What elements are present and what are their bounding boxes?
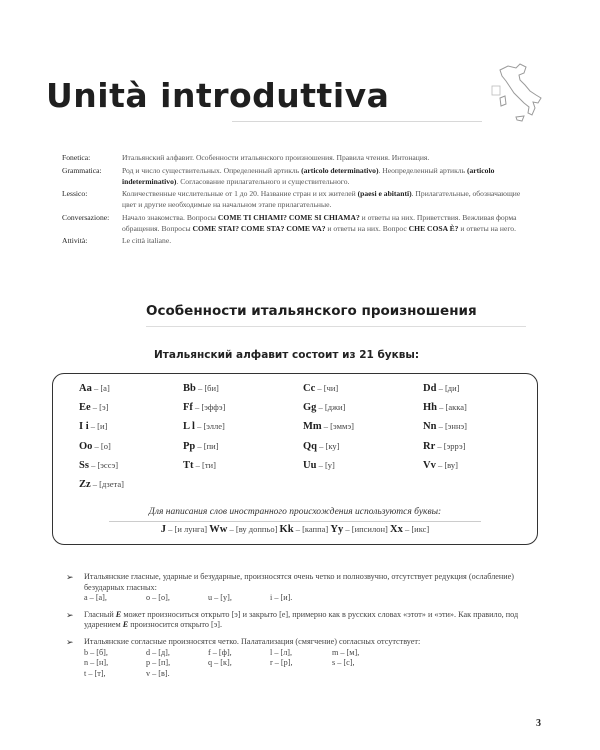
letter-glyph: Ee	[79, 402, 91, 414]
letter-glyph: J	[160, 524, 166, 535]
consonants-examples	[84, 648, 536, 680]
foreign-letter	[330, 524, 390, 534]
alphabet-letter	[79, 479, 183, 498]
consonant-example: r – [р],	[270, 658, 293, 668]
letter-glyph: Xx	[389, 524, 403, 535]
letter-pronunciation: – [каппа]	[293, 524, 331, 534]
topic-bold-term: (articolo determinativo)	[301, 165, 379, 175]
letter-pronunciation: – [би]	[195, 383, 219, 393]
letter-glyph: Pp	[183, 440, 196, 452]
letter-pronunciation: – [пи]	[195, 440, 219, 451]
arrow-bullet-icon: ➢	[66, 609, 74, 620]
topic-label: Fonetica:	[62, 153, 91, 162]
consonant-example: m – [м],	[332, 647, 360, 657]
topic-row	[62, 152, 532, 163]
letter-pronunciation: – [ипсилон]	[343, 524, 390, 534]
e-rule-text-3: произносится открыто [э].	[128, 620, 223, 630]
letter-glyph: Oo	[79, 440, 93, 452]
letter-pronunciation: – [ди]	[436, 383, 460, 393]
vowels-rule-text: Итальянские гласные, ударные и безударные, произносятся очень четко и полнозвучно, отсутствует редукция (ослабление) безударных гласных:	[84, 572, 515, 592]
foreign-letters-note: Для написания слов иностранного происхождения используются буквы:	[148, 507, 442, 517]
topic-text-part: Род и число существительных. Определенный артикль	[122, 165, 302, 175]
topic-bold-term: CHE COSA È?	[408, 223, 459, 233]
foreign-note-divider	[109, 521, 481, 522]
letter-glyph: I i	[79, 421, 89, 433]
consonants-rule-text: Итальянские согласные произносятся четко. Палатализация (смягчение) согласных отсутствует:	[84, 636, 421, 646]
letter-pronunciation: – [а]	[91, 383, 110, 393]
page-number: 3	[536, 718, 541, 729]
e-letter: E	[115, 609, 122, 619]
letter-pronunciation: – [и]	[88, 421, 108, 432]
letter-pronunciation: – [эммэ]	[321, 421, 354, 432]
letter-glyph: Dd	[423, 383, 437, 394]
letter-pronunciation: – [у]	[316, 459, 335, 470]
title-divider	[232, 121, 482, 122]
topic-label: Grammatica:	[62, 165, 102, 175]
e-rule-text-2: может произноситься открыто [э] и закрыто [е], примерно как в русских словах «этот» и «эти». Как правило, под ударением	[84, 609, 519, 630]
alphabet-letter	[303, 383, 423, 402]
letter-pronunciation: – [эссэ]	[88, 459, 119, 470]
letter-pronunciation: – [ву доппьо]	[227, 524, 280, 534]
topic-text-part: и ответы на них. Вопрос	[325, 223, 409, 233]
topic-bold-term: COME STAI? COME STA? COME VA?	[192, 223, 326, 233]
topic-text	[122, 152, 532, 163]
arrow-bullet-icon: ➢	[66, 572, 74, 582]
consonant-example: v – [в].	[146, 668, 170, 678]
letter-pronunciation: – [и лунга]	[166, 524, 210, 534]
alphabet-letter	[423, 460, 533, 479]
alphabet-grid	[79, 383, 533, 498]
consonant-example: p – [п],	[146, 658, 171, 668]
foreign-letter	[161, 524, 210, 534]
letter-glyph: Mm	[303, 421, 322, 433]
alphabet-letter	[183, 402, 303, 421]
consonant-example: s – [с],	[332, 658, 355, 668]
alphabet-letter	[423, 402, 533, 421]
topic-text-part: . Прилагательные, обозначающие цвет и другие необходимые на начальном этапе прилагательные.	[122, 189, 521, 209]
arrow-bullet-icon: ➢	[66, 636, 74, 647]
topic-text	[122, 235, 532, 246]
consonant-example: d – [д],	[146, 647, 170, 657]
letter-pronunciation: – [дзета]	[90, 478, 124, 489]
section-divider	[146, 326, 526, 327]
alphabet-letter	[183, 421, 303, 440]
alphabet-box	[52, 373, 538, 545]
letter-glyph: Aa	[79, 383, 92, 394]
letter-pronunciation: – [ти]	[193, 459, 216, 470]
letter-pronunciation: – [ку]	[317, 440, 340, 451]
consonant-example: l – [л],	[270, 647, 293, 657]
topic-bold-term: (articolo indeterminativo)	[122, 165, 495, 186]
alphabet-letter	[183, 383, 303, 402]
vowel-example: o – [o],	[146, 593, 170, 603]
letter-glyph: Uu	[303, 459, 317, 471]
letter-glyph: Cc	[303, 383, 316, 394]
foreign-letters	[53, 524, 537, 535]
letter-pronunciation: – [икс]	[402, 524, 430, 534]
topic-text-part: Начало знакомства. Вопросы	[122, 212, 218, 222]
topic-row	[62, 188, 532, 210]
topic-row	[62, 165, 532, 187]
vowel-example: i – [и].	[270, 593, 293, 603]
letter-pronunciation: – [акка]	[437, 402, 467, 413]
letter-pronunciation: – [эррэ]	[435, 440, 466, 451]
topic-row	[62, 235, 532, 246]
foreign-letter	[280, 524, 331, 534]
topic-label: Attività:	[62, 236, 88, 245]
alphabet-letter	[79, 441, 183, 460]
letter-pronunciation: – [джи]	[316, 402, 346, 413]
alphabet-letter	[79, 421, 183, 440]
e-rule-text-1: Гласный	[84, 609, 116, 619]
alphabet-heading: Итальянский алфавит состоит из 21 буквы:	[154, 349, 420, 361]
topic-text	[122, 165, 532, 187]
topic-text-part: и ответы на него.	[458, 223, 516, 233]
alphabet-letter	[183, 460, 303, 479]
consonant-example: b – [б],	[84, 647, 108, 657]
letter-glyph: Tt	[183, 459, 194, 471]
topic-label: Lessico:	[62, 189, 88, 198]
pronunciation-rules	[66, 572, 536, 685]
alphabet-letter	[423, 441, 533, 460]
letter-pronunciation: – [эффэ]	[192, 402, 226, 413]
letter-glyph: Bb	[183, 383, 196, 394]
alphabet-letter	[303, 402, 423, 421]
topic-text-part: . Согласование прилагательного и существительного.	[176, 176, 350, 186]
topic-text-part: Итальянский алфавит. Особенности итальянского произношения. Правила чтения. Интонация.	[122, 153, 430, 162]
letter-pronunciation: – [элле]	[194, 421, 225, 432]
letter-pronunciation: – [э]	[90, 402, 109, 413]
alphabet-letter	[79, 402, 183, 421]
alphabet-letter	[79, 460, 183, 479]
consonant-example: t – [т],	[84, 668, 106, 678]
letter-glyph: Gg	[303, 402, 317, 414]
letter-glyph: Zz	[79, 478, 91, 490]
alphabet-letter	[303, 441, 423, 460]
vowels-rule	[66, 572, 536, 604]
letter-glyph: Rr	[423, 440, 436, 452]
letter-pronunciation: – [ву]	[435, 459, 458, 470]
topic-bold-term: COME TI CHIAMI? COME SI CHIAMA?	[217, 212, 360, 222]
e-letter: E	[122, 620, 129, 630]
topic-text-part: Количественные числительные от 1 до 20. Название стран и их жителей	[122, 189, 358, 198]
italy-map-icon	[486, 58, 552, 124]
letter-glyph: Nn	[423, 421, 437, 433]
vowel-example: a – [a],	[84, 593, 107, 603]
alphabet-letter	[303, 421, 423, 440]
letter-glyph: Ss	[79, 459, 89, 471]
section-title: Особенности итальянского произношения	[146, 303, 477, 319]
topic-text-part: Le città italiane.	[122, 236, 172, 245]
topic-bold-term: (paesi e abitanti)	[357, 189, 412, 198]
topic-label: Conversazione:	[62, 212, 110, 222]
consonant-example: q – [к],	[208, 658, 232, 668]
letter-glyph: Hh	[423, 402, 438, 414]
letter-glyph: L l	[183, 421, 195, 433]
unit-topics	[62, 152, 532, 248]
vowel-example: u – [y],	[208, 593, 232, 603]
topic-text-part: и ответы на них. Приветствия. Вежливая форма обращения. Вопросы	[122, 212, 517, 233]
letter-glyph: Ww	[209, 524, 228, 535]
consonant-example: f – [ф],	[208, 647, 232, 657]
topic-row	[62, 212, 532, 234]
foreign-letter	[209, 524, 279, 534]
consonant-example: n – [н],	[84, 658, 109, 668]
topic-text-part: . Неопределенный артикль	[378, 165, 467, 175]
letter-glyph: Kk	[279, 524, 294, 535]
alphabet-letter	[183, 441, 303, 460]
letter-glyph: Qq	[303, 440, 318, 452]
letter-pronunciation: – [эннэ]	[436, 421, 467, 432]
topic-text	[122, 188, 532, 210]
e-rule	[66, 610, 536, 631]
alphabet-letter	[79, 383, 183, 402]
letter-pronunciation: – [о]	[92, 440, 111, 451]
vowels-examples	[84, 593, 536, 604]
alphabet-letter	[303, 460, 423, 479]
topic-text	[122, 212, 532, 234]
unit-title: Unità introduttiva	[46, 76, 390, 115]
letter-glyph: Ff	[183, 402, 193, 414]
letter-glyph: Yy	[330, 524, 344, 535]
letter-pronunciation: – [чи]	[315, 383, 339, 393]
consonants-rule	[66, 637, 536, 679]
alphabet-letter	[423, 383, 533, 402]
letter-glyph: Vv	[423, 459, 436, 471]
alphabet-letter	[423, 421, 533, 440]
foreign-letter	[390, 524, 429, 534]
